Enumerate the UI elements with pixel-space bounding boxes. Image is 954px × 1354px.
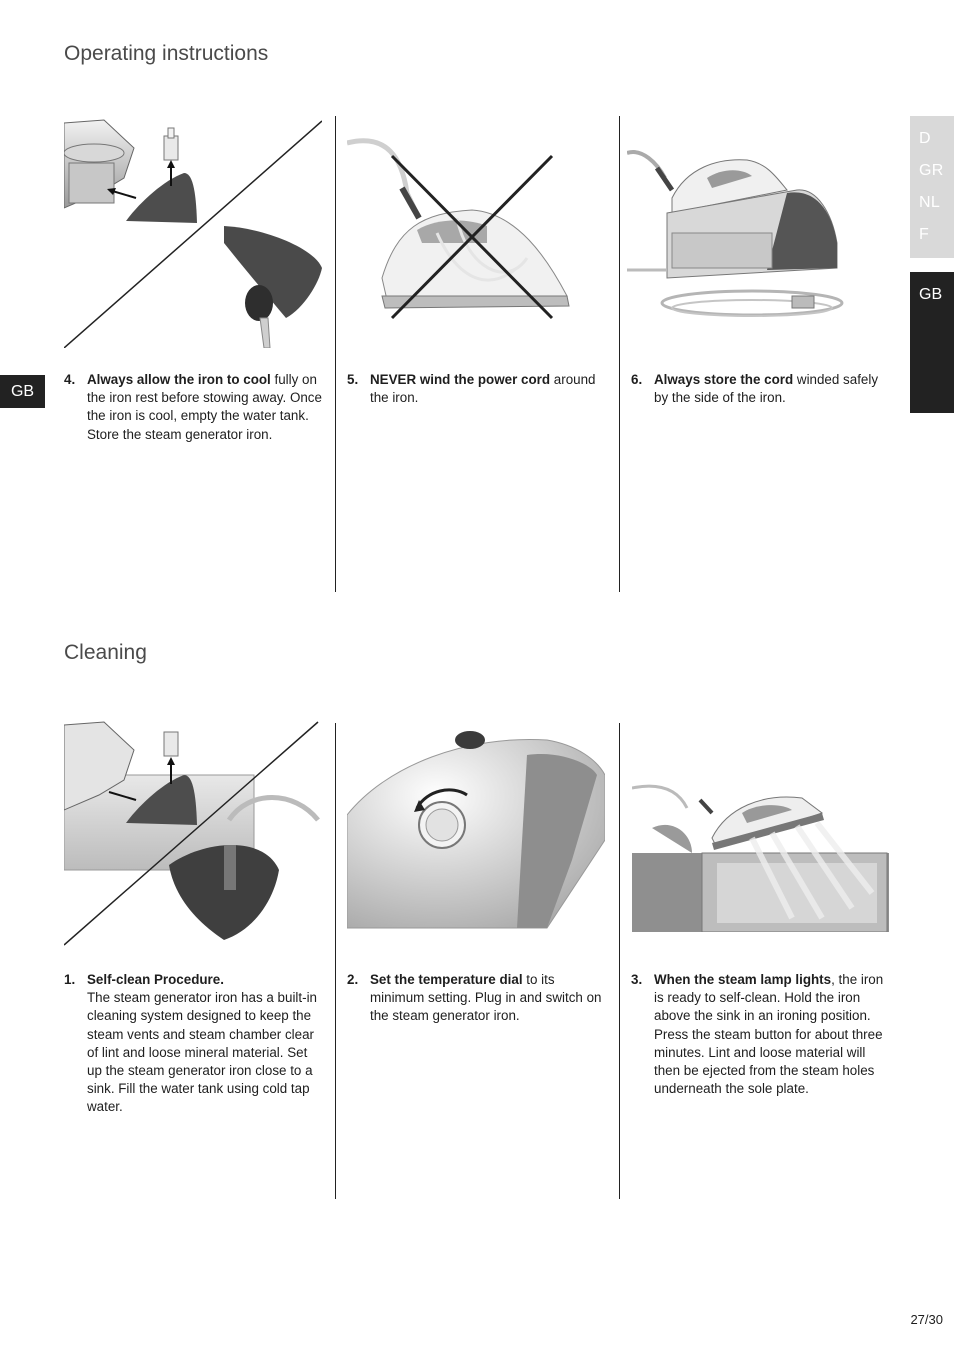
illustration-temperature-dial xyxy=(347,720,605,950)
step-number: 1. xyxy=(64,972,76,987)
operating-step-5 xyxy=(347,371,605,407)
cleaning-step-2 xyxy=(347,971,605,1026)
step-heading: Always store the cord xyxy=(654,372,794,387)
step-number: 2. xyxy=(347,972,359,987)
step-number: 5. xyxy=(347,372,359,387)
column-divider xyxy=(335,116,336,592)
cleaning-title: Cleaning xyxy=(64,641,147,664)
illustration-cord-stored-beside-iron xyxy=(627,118,885,348)
illustration-self-clean-setup xyxy=(64,720,322,950)
step-heading: When the steam lamp lights xyxy=(654,972,832,987)
step-text: to its minimum setting. Plug in and switch on the steam generator iron. xyxy=(370,972,602,1024)
operating-step-4 xyxy=(64,371,322,444)
column-divider xyxy=(619,116,620,592)
operating-instructions-title: Operating instructions xyxy=(64,42,269,65)
step-text: fully on the iron rest before stowing away. Once the iron is cool, empty the water tank. Store the steam generator iron. xyxy=(87,372,322,442)
language-tab-d[interactable]: D xyxy=(919,130,931,147)
cleaning-step-1 xyxy=(64,971,322,1117)
step-heading: NEVER wind the power cord xyxy=(370,372,551,387)
illustration-iron-rest-empty-tank xyxy=(64,118,322,348)
step-heading: Self-clean Procedure. xyxy=(87,972,224,987)
column-divider xyxy=(619,723,620,1199)
step-text: winded safely by the side of the iron. xyxy=(654,372,879,406)
step-number: 4. xyxy=(64,372,76,387)
illustration-iron-steaming-over-sink xyxy=(632,778,889,932)
column-divider xyxy=(335,723,336,1199)
language-tab-f[interactable]: F xyxy=(919,226,930,243)
cleaning-step-3 xyxy=(631,971,889,1098)
side-language-marker: GB xyxy=(0,375,45,408)
step-heading: Set the temperature dial xyxy=(370,972,523,987)
operating-step-6 xyxy=(631,371,889,407)
language-tab-gr[interactable]: GR xyxy=(919,162,944,179)
step-number: 6. xyxy=(631,372,643,387)
language-tabs-inactive xyxy=(910,116,954,258)
language-tab-nl[interactable]: NL xyxy=(919,194,941,211)
step-heading: Always allow the iron to cool xyxy=(87,372,271,387)
language-tab-gb: GB xyxy=(919,286,943,303)
page-number: 27/30 xyxy=(910,1312,943,1327)
step-number: 3. xyxy=(631,972,643,987)
illustration-cord-wound-crossed-out xyxy=(347,118,605,348)
language-tab-active[interactable] xyxy=(910,272,954,413)
step-text: around the iron. xyxy=(370,372,596,406)
step-text: The steam generator iron has a built-in cleaning system designed to keep the steam vents and steam chamber clear of lint and loose mineral material. Set up the steam generator iron close to a sink. Fill the water tank using cold tap water. xyxy=(87,990,317,1115)
step-text: , the iron is ready to self-clean. Hold the iron above the sink in an ironing position. Press the steam button for about three minutes. Lint and loose material will then be ejected from the steam holes underneath the sole plate. xyxy=(654,972,884,1097)
